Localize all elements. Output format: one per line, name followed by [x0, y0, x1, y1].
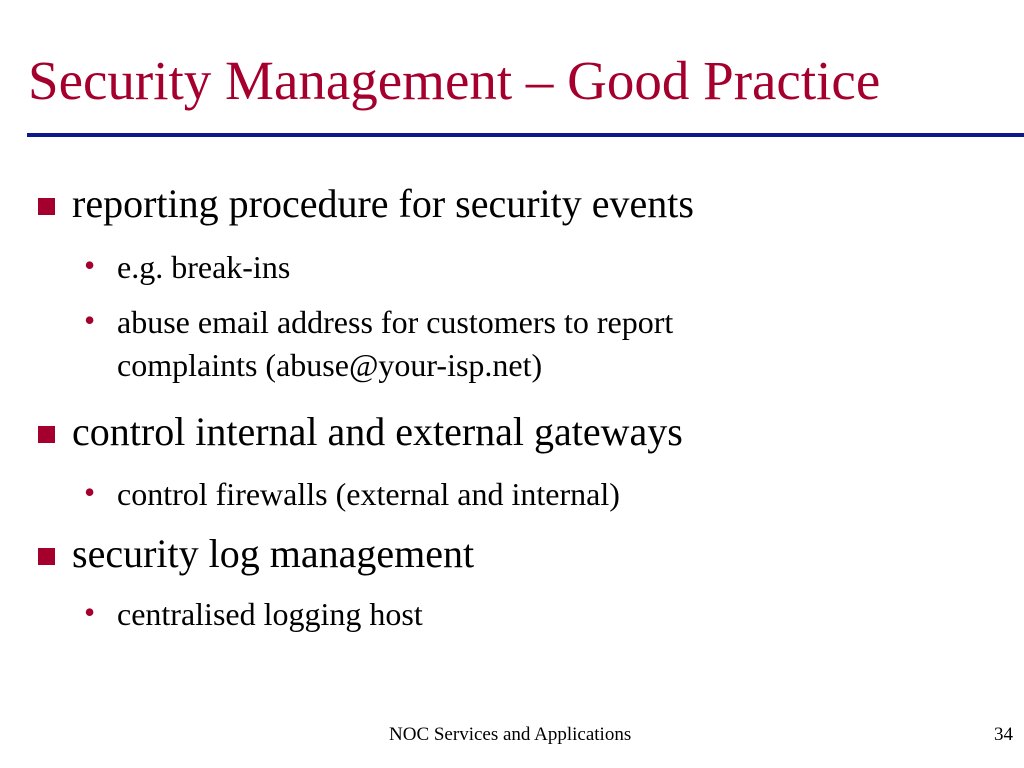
- sub-bullet-text: control firewalls (external and internal): [117, 476, 620, 512]
- bullet-text: control internal and external gateways: [72, 409, 683, 454]
- sub-bullet-text: centralised logging host: [117, 596, 423, 632]
- sub-bullet-text-line-1: abuse email address for customers to report: [117, 304, 674, 340]
- sub-bullet-text-line-2: complaints (abuse@your-isp.net): [117, 347, 543, 383]
- title-divider: [27, 133, 1024, 137]
- bullet-text: security log management: [72, 531, 475, 576]
- square-bullet-icon: [38, 426, 55, 443]
- slide-title: Security Management – Good Practice: [28, 50, 881, 111]
- dot-bullet-icon: •: [84, 247, 96, 283]
- dot-bullet-icon: •: [84, 302, 96, 338]
- sub-bullet-text: e.g. break-ins: [117, 249, 291, 285]
- page-number: 34: [994, 724, 1013, 745]
- dot-bullet-icon: •: [84, 474, 96, 510]
- dot-bullet-icon: •: [84, 594, 96, 630]
- bullet-text: reporting procedure for security events: [72, 181, 694, 226]
- square-bullet-icon: [38, 548, 55, 565]
- footer-text: NOC Services and Applications: [389, 724, 632, 745]
- square-bullet-icon: [38, 198, 55, 215]
